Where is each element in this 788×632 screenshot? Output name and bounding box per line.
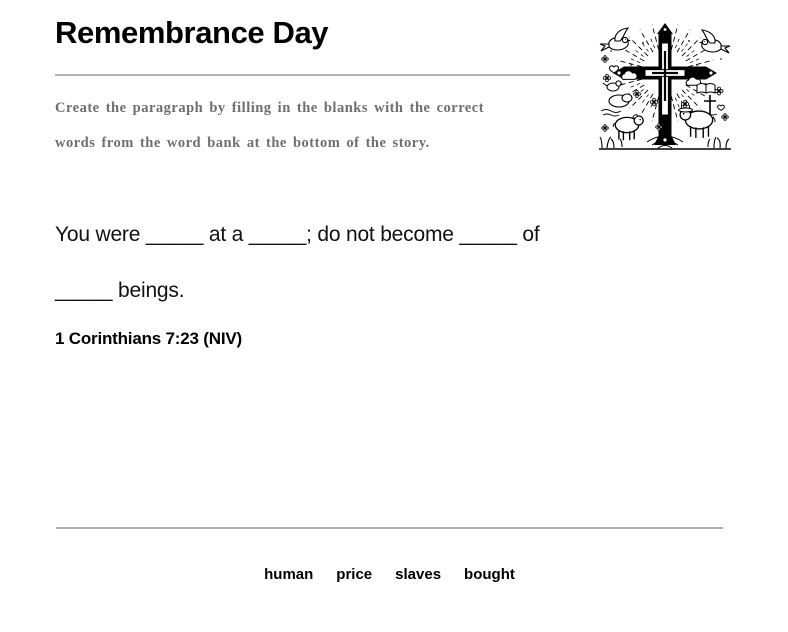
word-bank-divider <box>56 527 723 529</box>
small-bird-icon <box>603 81 623 91</box>
flower-icon <box>603 74 611 82</box>
fill-in-blank-story <box>55 207 715 319</box>
flower-icon <box>602 125 609 132</box>
heart-icon <box>718 105 725 110</box>
fill-in-blank-line: You were _____ at a _____; do not become _____ of <box>55 223 540 246</box>
word-bank-item: price <box>336 566 373 583</box>
instructions-line: words from the word bank at the bottom of the story. <box>55 135 430 151</box>
dove-icon <box>600 28 631 51</box>
fill-in-blank-line: _____ beings. <box>55 279 185 302</box>
word-bank-item: slaves <box>395 566 442 583</box>
flower-icon <box>602 56 609 63</box>
flower-icon <box>722 114 729 121</box>
instructions-text <box>55 91 595 161</box>
cross-doves-lambs-illustration <box>597 21 733 152</box>
page-title: Remembrance Day <box>55 15 329 50</box>
lamb-icon <box>613 114 643 140</box>
flower-icon <box>715 87 723 95</box>
flower-icon <box>633 90 640 97</box>
word-bank <box>56 566 723 583</box>
instructions-line: Create the paragraph by filling in the blanks with the correct <box>55 100 485 116</box>
cloud-sheep-icon <box>609 94 632 107</box>
bible-book-icon <box>697 84 715 94</box>
verse-citation: 1 Corinthians 7:23 (NIV) <box>55 329 242 348</box>
word-bank-item: bought <box>464 566 515 583</box>
title-divider <box>55 74 570 76</box>
dove-icon <box>699 30 730 53</box>
word-bank-item: human <box>264 566 314 583</box>
